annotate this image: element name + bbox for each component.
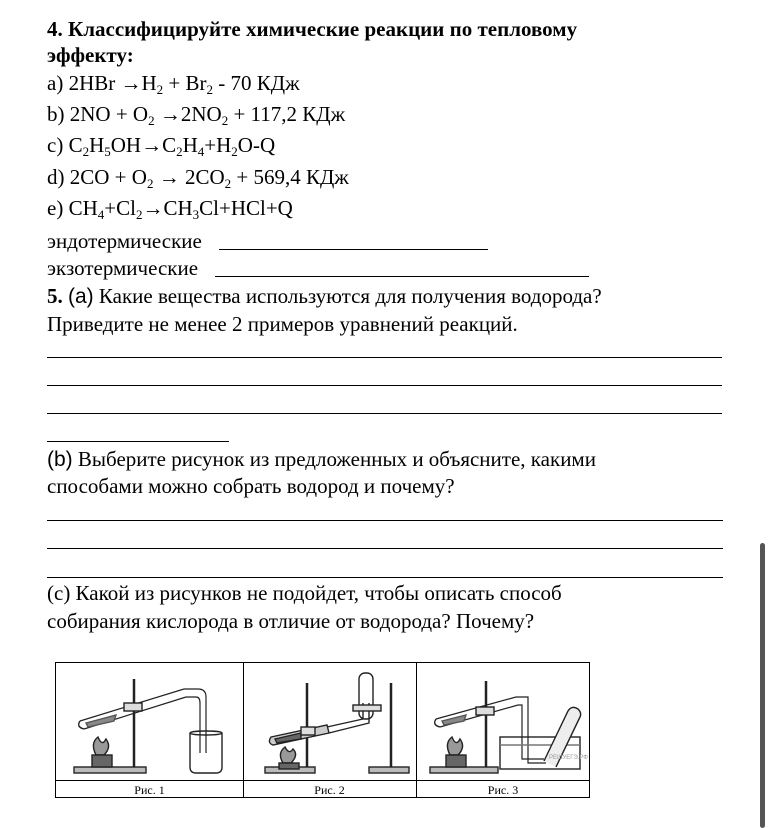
q5a-marker: (а) <box>68 285 94 308</box>
figure-3-caption: Рис. 3 <box>487 783 519 797</box>
figure-1-caption: Рис. 1 <box>134 783 165 797</box>
q5-number: 5. <box>47 284 68 308</box>
q5c-line1: (c) Какой из рисунков не подойдет, чтобы описать способ <box>47 581 562 605</box>
q5a-answer-line-3[interactable] <box>47 413 722 414</box>
figures-table <box>55 662 590 798</box>
reaction-b: b) $2NO + O_2 \to 2NO_2 + 117,2$ КДж <box>47 102 346 128</box>
q5b-marker: (b) <box>47 448 73 471</box>
q5c-line2: собирания кислорода в отличие от водорода? Почему? <box>47 609 535 633</box>
exothermic-answer-line[interactable] <box>215 276 589 277</box>
figure-1-drawing <box>56 663 243 780</box>
reaction-c-label: c) <box>47 133 69 157</box>
reaction-a-label: а) <box>47 71 69 95</box>
figure-2-drawing <box>243 663 416 780</box>
figure-captions-row <box>56 780 589 799</box>
figure-3-drawing <box>416 663 590 780</box>
q5b-answer-line-2[interactable] <box>47 548 723 549</box>
reaction-a: а) $2HBr \to H_2 + Br_2 - 70$ КДж <box>47 71 300 97</box>
exothermic-label: экзотермические <box>47 256 199 280</box>
endothermic-label: эндотермические <box>47 229 202 253</box>
figure-2-apparatus[interactable] <box>243 663 416 780</box>
q5b-line1: (b) Выберите рисунок из предложенных и объясните, какими <box>47 447 596 471</box>
q5b-answer-line-3[interactable] <box>47 577 723 578</box>
vertical-scrollbar[interactable] <box>760 543 765 828</box>
endothermic-answer-line[interactable] <box>219 249 488 250</box>
q5a-answer-line-2[interactable] <box>47 385 722 386</box>
q4-title-line1: 4. Классифицируйте химические реакции по тепловому <box>47 17 578 41</box>
watermark: РЕШУЕГЭ.РФ <box>548 755 588 761</box>
q5a-answer-line-1[interactable] <box>47 357 722 358</box>
q5a-line1: 5. (а) Какие вещества используются для получения водорода? <box>47 284 602 308</box>
q5a-line2: Приведите не менее 2 примеров уравнений реакций. <box>47 312 518 336</box>
reaction-e-label: e) <box>47 196 69 220</box>
reaction-d: d) $2CO + O_2 \to 2CO_2 + 569,4$ КДж <box>47 165 349 191</box>
q5b-answer-line-1[interactable] <box>47 520 723 521</box>
reaction-e: e) $CH_4+Cl_2\to CH_3Cl+HCl+Q$ <box>47 196 293 222</box>
q4-title-line2: эффекту: <box>47 43 134 67</box>
q5b-line2: способами можно собрать водород и почему? <box>47 474 455 498</box>
reaction-d-label: d) <box>47 165 70 189</box>
q5a-answer-line-4[interactable] <box>47 441 229 442</box>
reaction-c: c) $C_2H_5OH\to C_2H_4+H_2O-Q$ <box>47 133 276 159</box>
reaction-b-label: b) <box>47 102 70 126</box>
figure-2-caption: Рис. 2 <box>314 783 345 797</box>
figure-1-apparatus[interactable] <box>56 663 243 780</box>
figure-3-apparatus[interactable] <box>416 663 590 780</box>
